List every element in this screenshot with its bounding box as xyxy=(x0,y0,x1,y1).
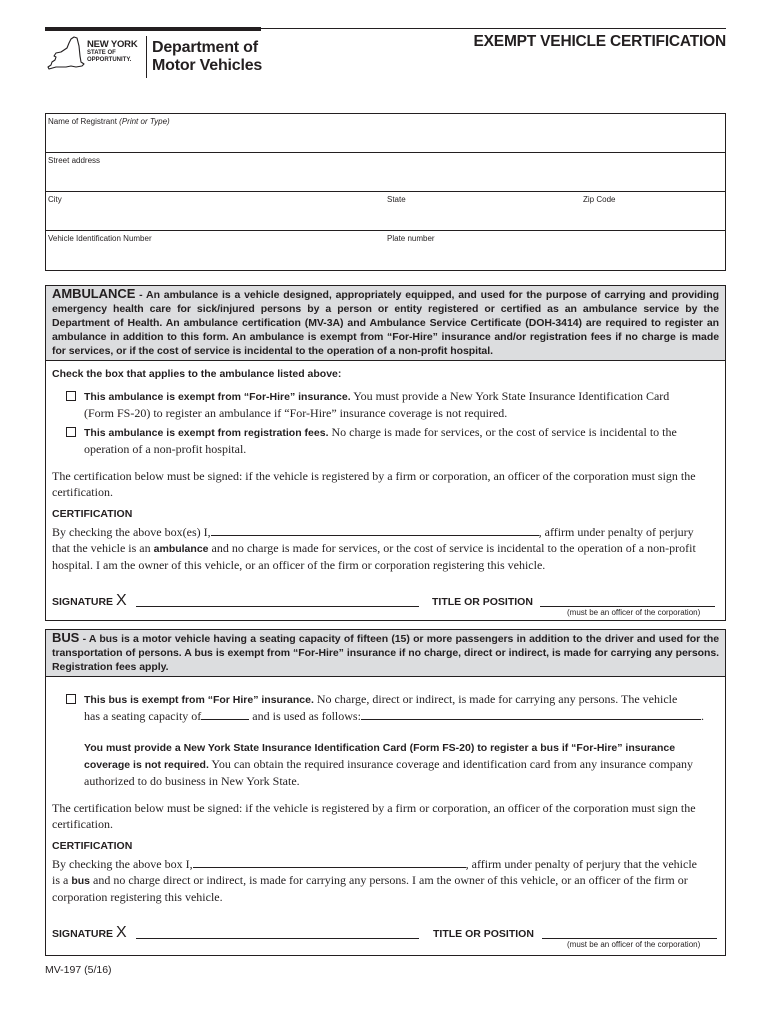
ny-tagline-line1: STATE OF xyxy=(87,50,116,56)
ambulance-title-label: TITLE OR POSITION xyxy=(432,596,533,608)
ambulance-for-hire-line2: (Form FS-20) to register an ambulance if “For-Hire” insurance coverage is not required. xyxy=(84,406,508,420)
ambulance-certification-text xyxy=(52,524,726,573)
ambulance-signature-x: X xyxy=(115,592,127,609)
bus-usage-input[interactable] xyxy=(361,709,701,720)
bus-capacity-label: has a seating capacity of xyxy=(84,709,202,723)
bus-officer-note: (must be an officer of the corporation) xyxy=(567,940,701,949)
bus-seating-capacity-input[interactable] xyxy=(201,709,249,720)
bus-section xyxy=(45,629,726,956)
ambulance-heading: AMBULANCE xyxy=(52,286,136,301)
form-number: MV-197 (5/16) xyxy=(45,964,112,976)
ambulance-sign-note: The certification below must be signed: if the vehicle is registered by a firm or corporation, an officer of the corporation must sign the certification. xyxy=(52,469,696,499)
ambulance-cert-line2a: that the vehicle is an xyxy=(52,541,154,555)
ambulance-for-hire-exempt-checkbox[interactable] xyxy=(66,391,76,401)
bus-fs20-notice xyxy=(84,740,724,789)
registrant-name-hint: (Print or Type) xyxy=(119,117,170,126)
city-state-zip-row xyxy=(46,192,725,231)
bus-fs20-line1: You must provide a New York State Insurance Identification Card (Form FS-20) to register a bus if “For-Hire” insurance xyxy=(84,742,676,754)
bus-signature-x: X xyxy=(115,924,127,941)
bus-usage-period: . xyxy=(700,709,704,723)
ambulance-for-hire-text1: You must provide a New York State Insurance Identification Card xyxy=(350,389,670,403)
ambulance-for-hire-bold: This ambulance is exempt from “For-Hire” insurance. xyxy=(84,391,351,403)
bus-fs20-line2 xyxy=(84,756,724,773)
ambulance-section xyxy=(45,285,726,621)
ambulance-fee-bold: This ambulance is exempt from registration fees. xyxy=(84,427,329,439)
state-label: State xyxy=(387,195,406,204)
bus-cert-line1b: , affirm under penalty of perjury that the vehicle xyxy=(465,857,697,871)
bus-certifier-name-input[interactable] xyxy=(193,857,466,868)
bus-cert-line1a: By checking the above box I, xyxy=(52,857,193,871)
dmv-wordmark-line1: Department of xyxy=(152,39,258,56)
registrant-name-field[interactable] xyxy=(46,114,725,153)
zip-code-label: Zip Code xyxy=(583,195,616,204)
ambulance-for-hire-line1 xyxy=(84,388,724,405)
ambulance-cert-line1b: , affirm under penalty of perjury xyxy=(538,525,694,539)
bus-fs20-text2: You can obtain the required insurance coverage and identification card from any insurance company xyxy=(208,757,694,771)
bus-title-line[interactable] xyxy=(542,938,717,939)
header-rule-accent xyxy=(45,27,261,31)
nys-dmv-logo xyxy=(46,36,266,80)
ambulance-fee-option xyxy=(84,424,724,457)
bus-cert-line2 xyxy=(52,872,726,889)
ambulance-signature-label xyxy=(52,592,127,610)
bus-for-hire-line2 xyxy=(84,708,724,724)
bus-description-text: - A bus is a motor vehicle having a seating capacity of fifteen (15) or more passengers in addition to the driver and used for the transportation of persons. A bus is exempt from “For-Hire” insurance if no charge, direct or indirect, is made for carrying any persons. Registration fees apply. xyxy=(52,633,719,673)
bus-cert-line2a: is a xyxy=(52,873,72,887)
ambulance-cert-line2c: and no charge is made for services, or the cost of service is incidental to the operation of a non-profit xyxy=(208,541,696,555)
ambulance-cert-line2 xyxy=(52,540,726,557)
bus-signature-label xyxy=(52,924,127,942)
ambulance-fee-line2: operation of a non-profit hospital. xyxy=(84,442,247,456)
bus-for-hire-option xyxy=(84,691,724,724)
bus-signature-label-text: SIGNATURE xyxy=(52,928,114,940)
bus-sign-note: The certification below must be signed: if the vehicle is registered by a firm or corporation, an officer of the corporation must sign the certification. xyxy=(52,801,696,831)
street-address-label: Street address xyxy=(48,156,101,165)
ambulance-cert-line3: hospital. I am the owner of this vehicle, or an officer of the firm or corporation registering this vehicle. xyxy=(52,558,546,572)
ambulance-title-line[interactable] xyxy=(540,606,715,607)
bus-cert-line2c: and no charge direct or indirect, is made for carrying any persons. I am the owner of this vehicle, or an officer of the firm or xyxy=(90,873,688,887)
logo-divider xyxy=(146,36,147,78)
registrant-name-label xyxy=(48,117,170,126)
ambulance-for-hire-option xyxy=(84,388,724,421)
bus-for-hire-line1 xyxy=(84,691,724,708)
bus-cert-line3: corporation registering this vehicle. xyxy=(52,890,223,904)
ambulance-description-text: - An ambulance is a vehicle designed, appropriately equipped, and used for the purpose of carrying and providing emergency health care for sick/injured persons by a person or entity registered or certified as an ambulance service by the Department of Health. An ambulance certification (MV-3A) and Ambulance Service Certificate (DOH-3414) are required to register an ambulance in addition to this form. An ambulance is exempt from “For-Hire” insurance and/or registration fees if no charge is made for services, or if the cost of service is incidental to the operation of a non-profit hospital. xyxy=(52,289,719,357)
city-label: City xyxy=(48,195,62,204)
bus-certification-text xyxy=(52,856,726,905)
ambulance-description xyxy=(46,286,725,361)
ambulance-cert-heading: CERTIFICATION xyxy=(52,508,133,520)
registrant-info-box xyxy=(45,113,726,271)
ambulance-signature-label-text: SIGNATURE xyxy=(52,596,114,608)
street-address-field[interactable] xyxy=(46,153,725,192)
ambulance-cert-line2b: ambulance xyxy=(153,543,209,555)
dmv-wordmark-line2: Motor Vehicles xyxy=(152,57,263,74)
ambulance-cert-line1 xyxy=(52,524,726,540)
city-field[interactable] xyxy=(46,192,385,230)
plate-number-field[interactable] xyxy=(385,231,725,270)
ambulance-signature-line[interactable] xyxy=(136,606,419,607)
ny-wordmark: NEW YORK xyxy=(87,39,138,50)
bus-title-label: TITLE OR POSITION xyxy=(433,928,534,940)
plate-number-label: Plate number xyxy=(387,234,435,243)
bus-signature-line[interactable] xyxy=(136,938,419,939)
ny-tagline-line2: OPPORTUNITY. xyxy=(87,56,132,63)
vin-label: Vehicle Identification Number xyxy=(48,234,152,243)
bus-heading: BUS xyxy=(52,630,80,645)
bus-for-hire-bold: This bus is exempt from “For Hire” insurance. xyxy=(84,694,314,706)
bus-for-hire-text1: No charge, direct or indirect, is made for carrying any persons. The vehicle xyxy=(313,692,678,706)
ambulance-certifier-name-input[interactable] xyxy=(211,525,539,536)
bus-fs20-bold2: coverage is not required. xyxy=(84,759,209,771)
new-york-state-outline-icon xyxy=(46,36,86,72)
bus-usage-label: and is used as follows: xyxy=(249,709,361,723)
bus-cert-line1 xyxy=(52,856,726,872)
vin-field[interactable] xyxy=(46,231,385,270)
vin-plate-row xyxy=(46,231,725,270)
ambulance-cert-line1a: By checking the above box(es) I, xyxy=(52,525,211,539)
zip-code-field[interactable] xyxy=(581,192,725,230)
bus-cert-heading: CERTIFICATION xyxy=(52,840,133,852)
bus-for-hire-exempt-checkbox[interactable] xyxy=(66,694,76,704)
dmv-wordmark xyxy=(152,39,262,75)
bus-fs20-line3: authorized to do business in New York State. xyxy=(84,774,300,788)
form-title: EXEMPT VEHICLE CERTIFICATION xyxy=(473,33,726,50)
ambulance-fee-text1: No charge is made for services, or the cost of service is incidental to the xyxy=(328,425,677,439)
bus-description xyxy=(46,630,725,677)
ambulance-fee-exempt-checkbox[interactable] xyxy=(66,427,76,437)
ambulance-fee-line1 xyxy=(84,424,724,441)
bus-cert-line2b: bus xyxy=(71,875,91,887)
ambulance-check-heading: Check the box that applies to the ambulance listed above: xyxy=(52,368,342,380)
ambulance-officer-note: (must be an officer of the corporation) xyxy=(567,608,701,617)
registrant-name-label-text: Name of Registrant xyxy=(48,117,117,126)
ny-tagline xyxy=(87,50,131,63)
state-field[interactable] xyxy=(385,192,581,230)
